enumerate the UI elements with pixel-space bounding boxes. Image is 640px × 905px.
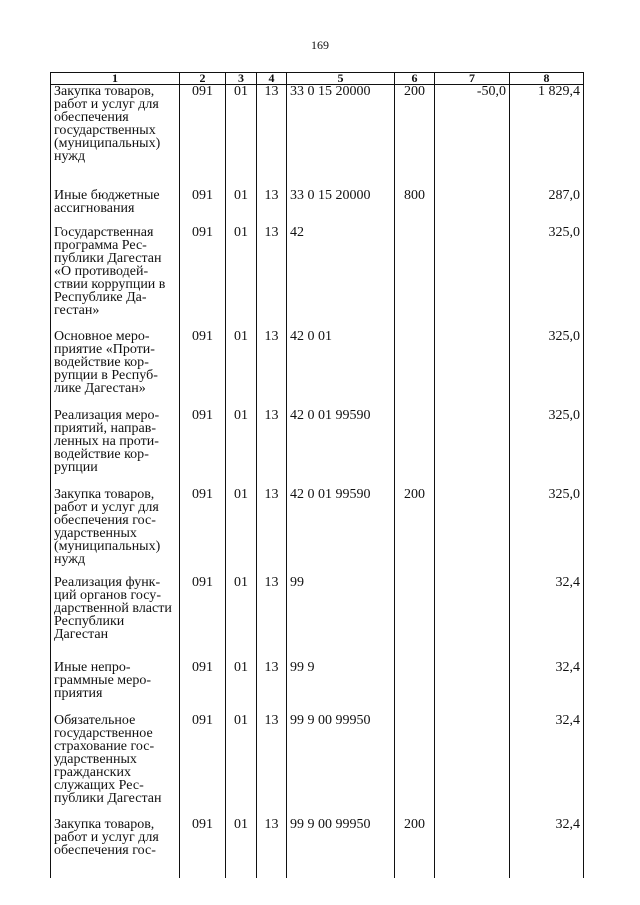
cell-code-5: 99 9 — [287, 661, 395, 714]
cell-value-8: 325,0 — [510, 330, 584, 409]
cell-code-6: 200 — [395, 818, 435, 878]
cell-value-7 — [435, 818, 510, 878]
cell-code-2: 091 — [180, 661, 226, 714]
column-header: 2 — [180, 73, 226, 85]
cell-value-8: 325,0 — [510, 226, 584, 330]
row-name-cell: Обязательное государственное страхование государственных гражданских служащих Республики Дагестан — [51, 714, 180, 818]
row-name-cell: Иные непрограммные мероприятия — [51, 661, 180, 714]
column-header: 5 — [287, 73, 395, 85]
cell-value-8: 32,4 — [510, 661, 584, 714]
cell-value-7 — [435, 189, 510, 226]
cell-value-7 — [435, 576, 510, 661]
column-header: 7 — [435, 73, 510, 85]
cell-code-6 — [395, 226, 435, 330]
cell-code-2: 091 — [180, 714, 226, 818]
cell-code-4: 13 — [257, 714, 287, 818]
table-row — [51, 330, 584, 409]
cell-code-3: 01 — [226, 661, 257, 714]
cell-code-5: 42 0 01 99590 — [287, 409, 395, 488]
table-row — [51, 85, 584, 189]
cell-code-4: 13 — [257, 818, 287, 878]
cell-code-5: 42 — [287, 226, 395, 330]
budget-table — [50, 72, 584, 878]
cell-code-6: 800 — [395, 189, 435, 226]
cell-code-3: 01 — [226, 85, 257, 189]
cell-code-5: 99 — [287, 576, 395, 661]
cell-value-7: -50,0 — [435, 85, 510, 189]
cell-code-5: 99 9 00 99950 — [287, 714, 395, 818]
row-name-cell: Основное мероприятие «Противодействие коррупции в Республике Дагестан» — [51, 330, 180, 409]
row-name-cell: Иные бюджетные ассигнования — [51, 189, 180, 226]
row-name-cell: Реализация функций органов государственной власти Республики Дагестан — [51, 576, 180, 661]
column-header: 3 — [226, 73, 257, 85]
cell-code-5: 99 9 00 99950 — [287, 818, 395, 878]
cell-code-4: 13 — [257, 189, 287, 226]
row-name-cell: Государственная программа Республики Дагестан «О противодействии коррупции в Республике Дагестан» — [51, 226, 180, 330]
cell-value-7 — [435, 488, 510, 576]
cell-code-4: 13 — [257, 488, 287, 576]
table-row — [51, 714, 584, 818]
cell-code-3: 01 — [226, 189, 257, 226]
cell-value-8: 32,4 — [510, 818, 584, 878]
table-row — [51, 189, 584, 226]
cell-code-5: 33 0 15 20000 — [287, 85, 395, 189]
cell-code-6: 200 — [395, 85, 435, 189]
table-row — [51, 488, 584, 576]
row-name-cell: Закупка товаров, работ и услуг для обеспечения гос- — [51, 818, 180, 878]
cell-code-2: 091 — [180, 330, 226, 409]
row-name-cell: Реализация мероприятий, направленных на противодействие коррупции — [51, 409, 180, 488]
table-header-row — [51, 73, 584, 85]
cell-code-4: 13 — [257, 409, 287, 488]
column-header: 8 — [510, 73, 584, 85]
cell-value-7 — [435, 714, 510, 818]
cell-value-8: 32,4 — [510, 714, 584, 818]
row-name-cell: Закупка товаров, работ и услуг для обеспечения государственных (муниципальных) нужд — [51, 488, 180, 576]
cell-value-8: 32,4 — [510, 576, 584, 661]
cell-code-6 — [395, 409, 435, 488]
column-header: 6 — [395, 73, 435, 85]
cell-code-2: 091 — [180, 818, 226, 878]
cell-code-3: 01 — [226, 330, 257, 409]
cell-code-3: 01 — [226, 488, 257, 576]
cell-code-2: 091 — [180, 85, 226, 189]
cell-value-7 — [435, 226, 510, 330]
page-number: 169 — [311, 38, 329, 52]
cell-code-3: 01 — [226, 226, 257, 330]
cell-code-4: 13 — [257, 661, 287, 714]
cell-value-8: 325,0 — [510, 488, 584, 576]
cell-code-2: 091 — [180, 576, 226, 661]
cell-code-4: 13 — [257, 576, 287, 661]
cell-code-3: 01 — [226, 576, 257, 661]
row-name-cell: Закупка товаров, работ и услуг для обеспечения государственных (муниципальных) нужд — [51, 85, 180, 189]
cell-value-8: 287,0 — [510, 189, 584, 226]
cell-code-4: 13 — [257, 85, 287, 189]
cell-code-5: 42 0 01 — [287, 330, 395, 409]
cell-code-2: 091 — [180, 409, 226, 488]
cell-code-4: 13 — [257, 226, 287, 330]
cell-code-6 — [395, 330, 435, 409]
cell-value-8: 325,0 — [510, 409, 584, 488]
cell-value-7 — [435, 661, 510, 714]
cell-value-7 — [435, 330, 510, 409]
cell-code-5: 42 0 01 99590 — [287, 488, 395, 576]
table-row — [51, 661, 584, 714]
cell-code-6 — [395, 661, 435, 714]
cell-code-2: 091 — [180, 488, 226, 576]
cell-code-4: 13 — [257, 330, 287, 409]
cell-code-2: 091 — [180, 226, 226, 330]
table-row — [51, 576, 584, 661]
table-body — [51, 85, 584, 878]
column-header: 4 — [257, 73, 287, 85]
cell-code-6: 200 — [395, 488, 435, 576]
table-row — [51, 409, 584, 488]
column-header: 1 — [51, 73, 180, 85]
table-row — [51, 226, 584, 330]
cell-code-5: 33 0 15 20000 — [287, 189, 395, 226]
cell-code-3: 01 — [226, 409, 257, 488]
cell-code-6 — [395, 576, 435, 661]
table-row — [51, 818, 584, 878]
cell-code-2: 091 — [180, 189, 226, 226]
cell-value-8: 1 829,4 — [510, 85, 584, 189]
cell-code-3: 01 — [226, 714, 257, 818]
cell-value-7 — [435, 409, 510, 488]
cell-code-3: 01 — [226, 818, 257, 878]
cell-code-6 — [395, 714, 435, 818]
